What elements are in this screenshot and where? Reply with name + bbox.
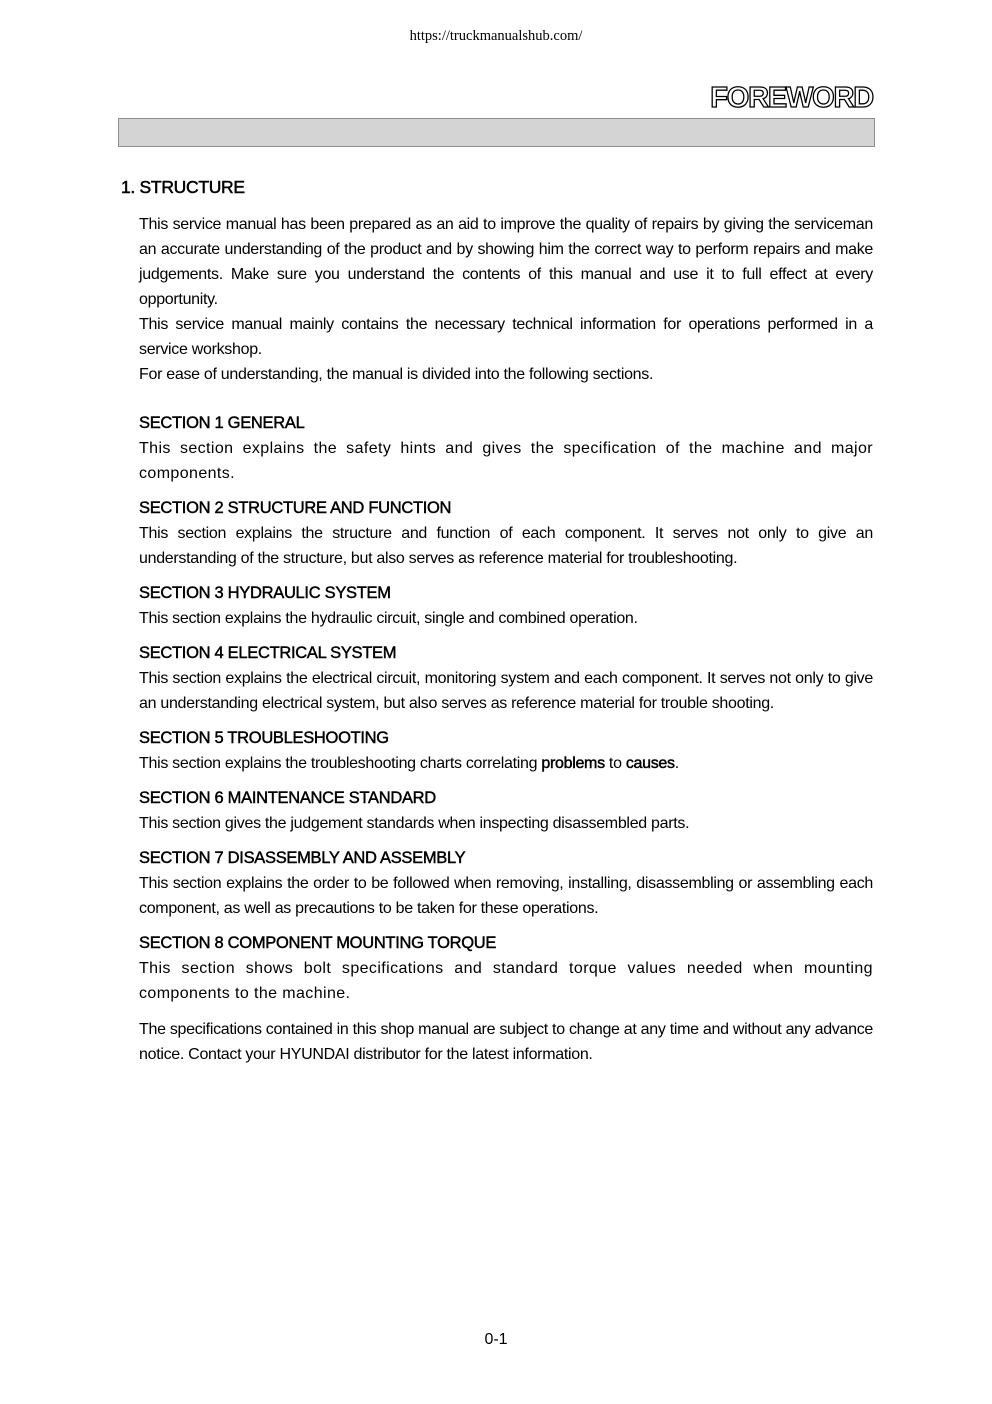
section-component-mounting-torque	[139, 931, 873, 1006]
source-url: https://truckmanualshub.com/	[409, 28, 583, 44]
section-description	[139, 751, 873, 776]
section-description: This section gives the judgement standards when inspecting disassembled parts.	[139, 815, 690, 832]
section-title: SECTION 4 ELECTRICAL SYSTEM	[139, 644, 397, 662]
section-description: This section explains the order to be followed when removing, installing, disassembling or assembling each component, as well as precautions to be taken for these operations.	[139, 875, 873, 917]
section-troubleshooting	[139, 726, 873, 776]
section-title: SECTION 2 STRUCTURE AND FUNCTION	[139, 499, 452, 517]
emphasis-causes: causes	[625, 755, 675, 772]
section-hydraulic-system	[139, 581, 873, 631]
section-title: SECTION 1 GENERAL	[139, 414, 305, 432]
description-text: .	[674, 755, 679, 772]
section-disassembly-and-assembly	[139, 846, 873, 921]
section-title: SECTION 3 HYDRAULIC SYSTEM	[139, 584, 391, 602]
section-description: This section explains the hydraulic circuit, single and combined operation.	[139, 610, 638, 627]
intro-paragraph: For ease of understanding, the manual is divided into the following sections.	[139, 366, 654, 383]
page-number: 0-1	[484, 1331, 508, 1348]
description-text: This section explains the troubleshooting charts correlating	[139, 755, 542, 772]
section-description: This section explains the structure and function of each component. It serves not only to give an understanding of the structure, but also serves as reference material for troubleshooting.	[139, 525, 873, 567]
intro-paragraph: This service manual mainly contains the necessary technical information for operations performed in a service workshop.	[139, 316, 873, 358]
section-title: SECTION 8 COMPONENT MOUNTING TORQUE	[139, 934, 497, 952]
structure-intro	[139, 212, 873, 387]
structure-heading: 1. STRUCTURE	[121, 177, 245, 197]
emphasis-problems: problems	[541, 755, 605, 772]
page-title: FOREWORD	[710, 82, 873, 114]
section-electrical-system	[139, 641, 873, 716]
intro-paragraph: This service manual has been prepared as an aid to improve the quality of repairs by giving the serviceman an accurate understanding of the product and by showing him the correct way to perform repairs and make judgements. Make sure you understand the contents of this manual and use it to full effect at every opportunity.	[139, 216, 873, 308]
section-list	[139, 411, 873, 1016]
closing-notice: The specifications contained in this shop manual are subject to change at any time and without any advance notice. Contact your HYUNDAI distributor for the latest information.	[139, 1021, 874, 1063]
description-text: to	[604, 755, 626, 772]
section-description: This section shows bolt specifications and standard torque values needed when mounting components to the machine.	[139, 960, 873, 1002]
section-maintenance-standard	[139, 786, 873, 836]
section-title: SECTION 6 MAINTENANCE STANDARD	[139, 789, 436, 807]
title-divider-bar	[118, 118, 875, 147]
section-title: SECTION 7 DISASSEMBLY AND ASSEMBLY	[139, 849, 466, 867]
section-title: SECTION 5 TROUBLESHOOTING	[139, 729, 389, 747]
section-description: This section explains the safety hints and gives the specification of the machine and major components.	[139, 440, 873, 482]
section-structure-and-function	[139, 496, 873, 571]
section-general	[139, 411, 873, 486]
section-description: This section explains the electrical circuit, monitoring system and each component. It serves not only to give an understanding electrical system, but also serves as reference material for trouble shooting.	[139, 670, 873, 712]
